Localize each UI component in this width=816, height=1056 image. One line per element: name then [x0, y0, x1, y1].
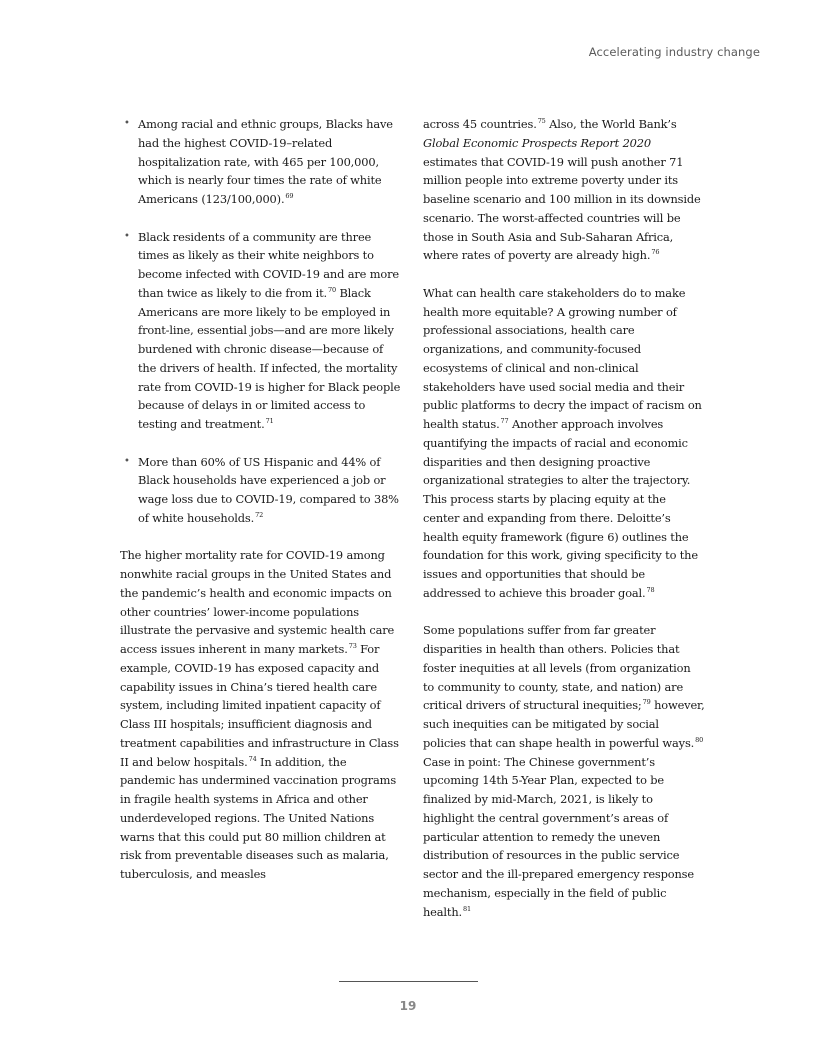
- paragraph-disparities: [423, 621, 705, 921]
- bullet-text: Black residents of a community are three times as likely as their white neighbors to become infected with COVID-19 and are more than twice as likely to die from it.: [138, 229, 399, 300]
- footer-divider: [339, 981, 478, 982]
- running-header: Accelerating industry change: [588, 45, 760, 59]
- paragraph-text: For example, COVID-19 has exposed capacity and capability issues in China’s tiered health care system, including limited inpatient capacity of Class III hospitals; insufficient diagnosis and treatment capabilities and infrastructure in Class II and below hospitals.: [120, 642, 399, 769]
- paragraph-text: Also, the World Bank’s: [545, 117, 677, 131]
- footnote-ref: 78: [646, 585, 655, 594]
- footnote-ref: 77: [500, 417, 509, 426]
- bullet-item-infection: [120, 228, 402, 434]
- paragraph-text: across 45 countries.: [423, 117, 537, 131]
- paragraph-world-bank: [423, 115, 705, 265]
- bullet-text: More than 60% of US Hispanic and 44% of Black households have experienced a job or wage loss due to COVID-19, compared to 38% of white households.: [138, 454, 399, 525]
- footnote-ref: 69: [285, 192, 294, 201]
- paragraph-text: What can health care stakeholders do to make health more equitable? A growing number of professional associations, health care organizations, and community-focused ecosystems of clinical and non-clinical stakeholders have used social media and their public platforms to decry the impact of racism on health status.: [423, 285, 702, 431]
- paragraph-text: Some populations suffer from far greater disparities in health than others. Policies that foster inequities at all levels (from organization to community to county, state, and nation) are critical drivers of structural inequities;: [423, 623, 691, 713]
- paragraph-mortality: [120, 546, 402, 884]
- bullet-list: [120, 115, 402, 528]
- paragraph-text: Case in point: The Chinese government’s upcoming 14th 5-Year Plan, expected to be finalized by mid-March, 2021, is likely to highlight the central government’s areas of particular attention to remedy the uneven distribution of resources in the public service sector and the ill-prepared emergency response mechanism, especially in the field of public health.: [423, 754, 694, 919]
- footnote-ref: 71: [265, 417, 274, 426]
- paragraph-stakeholders: [423, 284, 705, 603]
- footnote-ref: 73: [348, 642, 357, 651]
- page-number: 19: [399, 999, 417, 1013]
- paragraph-text: estimates that COVID-19 will push another 71 million people into extreme poverty under its baseline scenario and 100 million in its downside scenario. The worst-affected countries will be those in South Asia and Sub-Saharan Africa, where rates of poverty are already high.: [423, 154, 701, 263]
- paragraph-text: In addition, the pandemic has undermined vaccination programs in fragile health systems in Africa and other underdeveloped regions. The United Nations warns that this could put 80 million children at risk from preventable diseases such as malaria, tuberculosis, and measles: [120, 754, 397, 881]
- footnote-ref: 81: [463, 904, 471, 913]
- left-column: [120, 115, 402, 903]
- footnote-ref: 70: [328, 285, 336, 294]
- bullet-item-hospitalization: [120, 115, 402, 209]
- paragraph-text: however, such inequities can be mitigated by social policies that can shape health in powerful ways.: [423, 698, 705, 750]
- footnote-ref: 75: [537, 117, 546, 126]
- footnote-ref: 74: [248, 754, 257, 763]
- bullet-text: Among racial and ethnic groups, Blacks have had the highest COVID-19–related hospitalization rate, with 465 per 100,000, which is nearly four times the rate of white Americans (123/100,000).: [138, 117, 393, 206]
- bullet-text: Black Americans are more likely to be employed in front-line, essential jobs—and are more likely burdened with chronic disease—because of the drivers of health. If infected, the mortality rate from COVID-19 is higher for Black people because of delays in or limited access to testing and treatment.: [138, 285, 401, 431]
- footnote-ref: 79: [642, 698, 651, 707]
- footnote-ref: 80: [695, 735, 704, 744]
- footnote-ref: 72: [255, 510, 264, 519]
- bullet-item-job-loss: [120, 453, 402, 528]
- report-title: Global Economic Prospects Report 2020: [423, 135, 651, 150]
- paragraph-text: Another approach involves quantifying the impacts of racial and economic disparities and then designing proactive organizational strategies to alter the trajectory. This process starts by placing equity at the center and expanding from there. Deloitte’s health equity framework (figure 6) outlines the foundation for this work, giving specificity to the issues and opportunities that should be addressed to achieve this broader goal.: [423, 417, 698, 600]
- right-column: [423, 115, 705, 940]
- footnote-ref: 76: [651, 248, 660, 257]
- paragraph-text: The higher mortality rate for COVID-19 among nonwhite racial groups in the United States and the pandemic’s health and economic impacts on other countries’ lower-income populations illustrate the pervasive and systemic health care access issues inherent in many markets.: [120, 548, 395, 656]
